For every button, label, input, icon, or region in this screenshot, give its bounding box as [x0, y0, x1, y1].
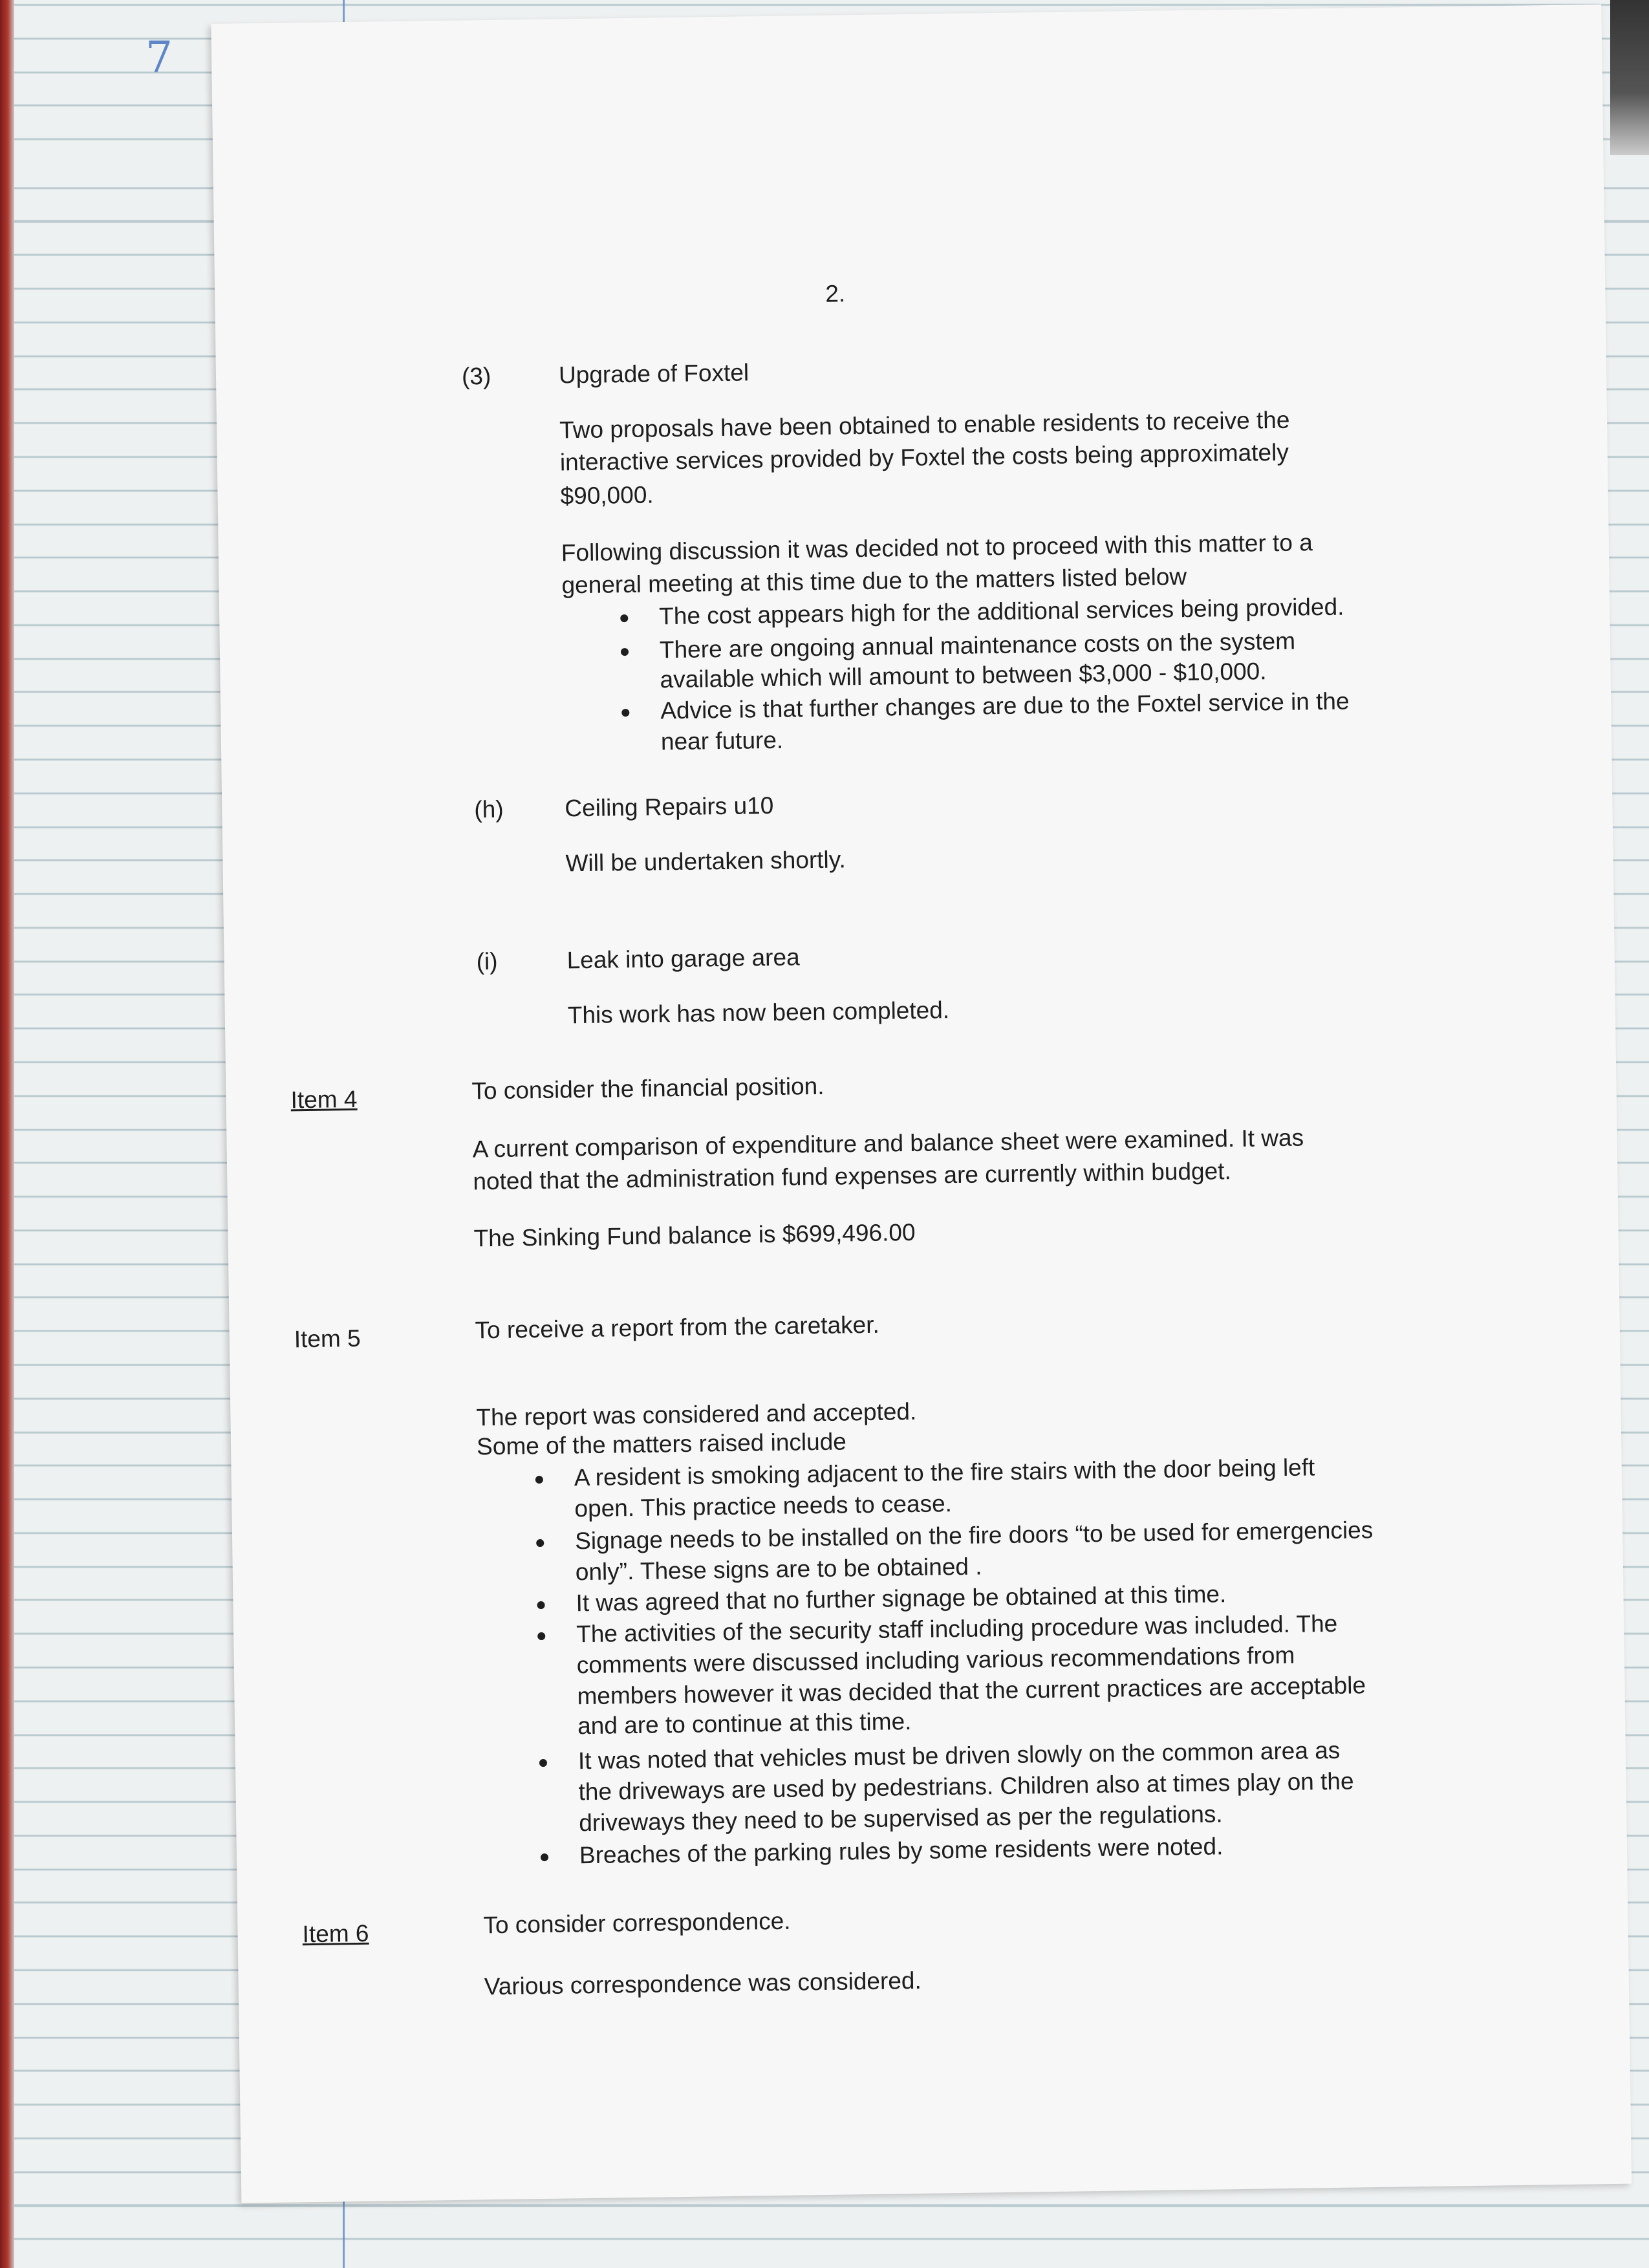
item-6-label: Item 6 [302, 1919, 369, 1948]
section-3-bullet-3-line1: Advice is that further changes are due to the Foxtel service in the [660, 687, 1350, 724]
item-6-text: Various correspondence was considered. [484, 1967, 922, 2000]
section-i-text: This work has now been completed. [567, 997, 950, 1029]
item-5-bullet-4-line3: members however it was decided that the current practices are acceptable [577, 1672, 1366, 1710]
bullet-icon [535, 1476, 543, 1484]
section-3-bullet-2-line1: There are ongoing annual maintenance costs on the system [659, 627, 1296, 664]
section-3-para1-line2: interactive services provided by Foxtel the costs being approximately [559, 438, 1289, 476]
bullet-icon [621, 709, 629, 717]
item-5-bullet-4-line2: comments were discussed including various recommendations from [576, 1641, 1295, 1679]
section-3-para2-line1: Following discussion it was decided not to proceed with this matter to a [561, 529, 1313, 567]
section-i-marker: (i) [476, 947, 498, 975]
bullet-icon [537, 1632, 545, 1640]
page-number: 2. [825, 280, 846, 307]
section-3-heading: Upgrade of Foxtel [558, 359, 749, 389]
item-5-bullet-1-line2: open. This practice needs to cease. [574, 1490, 953, 1522]
item-5-bullet-2-line2: only”. These signs are to be obtained . [575, 1553, 982, 1586]
item-5-bullet-2-line1: Signage needs to be installed on the fire doors “to be used for emergencies [574, 1517, 1374, 1555]
item-5-bullet-5-line2: the driveways are used by pedestrians. Children also at times play on the [578, 1767, 1354, 1806]
sinking-fund-balance: The Sinking Fund balance is $699,496.00 [473, 1218, 916, 1252]
notepad-page-number: 7 [146, 32, 173, 82]
item-5-bullet-5-line3: driveways they need to be supervised as per the regulations. [578, 1800, 1223, 1837]
section-3-bullet-3-line2: near future. [660, 726, 784, 755]
section-h-text: Will be undertaken shortly. [565, 846, 846, 877]
item-5-intro-line1: The report was considered and accepted. [476, 1398, 917, 1431]
item-5-label: Item 5 [294, 1324, 361, 1353]
item-5-heading: To receive a report from the caretaker. [475, 1311, 880, 1344]
section-3-para2-line2: general meeting at this time due to the matters listed below [561, 563, 1187, 599]
section-3-para1-line3: $90,000. [560, 481, 654, 510]
item-5-bullet-3: It was agreed that no further signage be obtained at this time. [576, 1581, 1227, 1617]
bullet-icon [539, 1759, 547, 1767]
item-5-bullet-1-line1: A resident is smoking adjacent to the fire stairs with the door being left [574, 1454, 1315, 1491]
item-4-heading: To consider the financial position. [471, 1072, 824, 1105]
item-5-bullet-4-line1: The activities of the security staff including procedure was included. The [576, 1610, 1338, 1648]
item-5-intro-line2: Some of the matters raised include [476, 1428, 847, 1460]
corner-shadow [1610, 0, 1649, 155]
section-h-marker: (h) [474, 795, 504, 823]
item-4-para-line2: noted that the administration fund expenses are currently within budget. [473, 1158, 1231, 1195]
bullet-icon [621, 648, 629, 656]
item-6-heading: To consider correspondence. [483, 1907, 791, 1939]
bullet-icon [541, 1853, 548, 1861]
item-4-para-line1: A current comparison of expenditure and balance sheet were examined. It was [472, 1124, 1304, 1163]
section-3-bullet-1: The cost appears high for the additional services being provided. [658, 593, 1344, 630]
item-4-label: Item 4 [290, 1085, 358, 1114]
section-h-heading: Ceiling Repairs u10 [565, 792, 774, 822]
bullet-icon [536, 1539, 544, 1547]
bullet-icon [620, 614, 628, 622]
item-5-bullet-5-line1: It was noted that vehicles must be driven slowly on the common area as [577, 1736, 1341, 1775]
item-5-bullet-4-line4: and are to continue at this time. [577, 1708, 912, 1740]
bullet-icon [537, 1601, 544, 1609]
section-3-para1-line1: Two proposals have been obtained to enable residents to receive the [559, 406, 1290, 444]
binder-edge [0, 0, 14, 2268]
minutes-page [211, 5, 1632, 2203]
section-3-marker: (3) [461, 362, 491, 390]
item-5-bullet-6: Breaches of the parking rules by some residents were noted. [579, 1833, 1223, 1869]
section-3-bullet-2-line2: available which will amount to between $3,000 - $10,000. [660, 658, 1267, 693]
section-i-heading: Leak into garage area [566, 944, 800, 974]
